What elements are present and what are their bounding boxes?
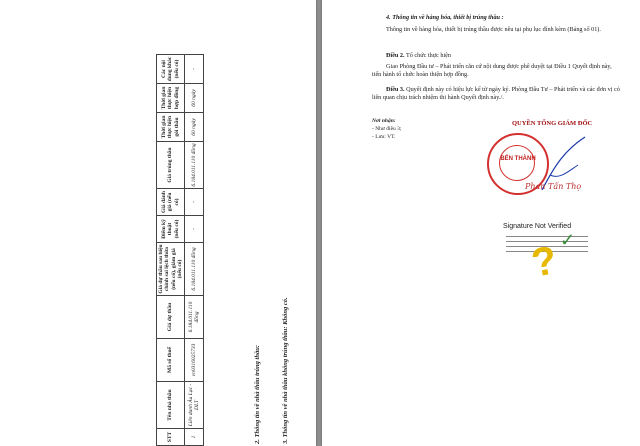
table-header-row: [157, 55, 185, 446]
section-3-heading: 3. Thông tin về nhà thầu không trúng thầu: Không có.: [282, 297, 289, 444]
article-2-rest: Tổ chức thực hiện: [406, 52, 452, 59]
cell-adjusted-price: 6.184.011.110 đồng: [185, 243, 204, 296]
article-3-title: Điều 3.: [386, 86, 405, 93]
header-winning-price: Giá trúng thầu: [157, 142, 185, 189]
cell-package-time: 60 ngày: [185, 113, 204, 142]
article-2-body: Giao Phòng Đầu tư – Phát triển căn cứ nội dung được phê duyệt tại Điều 1 Quyết định này, tiến hành tổ chức hoàn thiện hợp đồng.: [372, 63, 612, 79]
header-other: Các nội dung khác (nếu có): [157, 55, 185, 84]
signer-name: Phan Tấn Thọ: [525, 182, 582, 191]
cell-bid-price: 6.184.011.110 đồng: [185, 296, 204, 339]
header-bid-price: Giá dự thầu: [157, 296, 185, 339]
section-2-heading: 2. Thông tin về nhà thầu trúng thầu:: [254, 345, 261, 444]
article-3-body: Quyết định này có hiệu lực kể từ ngày ký. Phòng Đầu Tư – Phát triển và các đơn vị có liên quan chịu trách nhiệm thi hành Quyết định này./.: [372, 86, 620, 102]
header-stt: STT: [157, 429, 185, 446]
recipients-title: Nơi nhận:: [372, 118, 396, 124]
header-eval-price: Giá đánh giá (nếu có): [157, 189, 185, 216]
article-2-line: [386, 52, 451, 60]
cell-contract-time: 60 ngày: [185, 84, 204, 113]
cell-winning-price: 6.184.011.110 đồng: [185, 142, 204, 189]
unverified-question-icon: ?: [528, 238, 560, 286]
section-4-title: 4. Thông tin về hàng hóa, thiết bị trúng thầu :: [386, 14, 504, 21]
seal-text: BẾN THÀNH: [500, 156, 536, 162]
signer-title: QUYỀN TỔNG GIÁM ĐỐC: [512, 120, 593, 127]
article-3-paragraph: [372, 86, 620, 103]
table-row: [185, 55, 204, 446]
recipient-1: - Như điều 3;: [372, 126, 402, 132]
article-2-title: Điều 2.: [386, 52, 405, 59]
checkmark-icon: ✓: [560, 230, 576, 250]
left-page: [0, 0, 316, 446]
rotated-content: [8, 0, 308, 446]
cell-tax-code: vn0316025733: [185, 339, 204, 382]
header-contract-time: Thời gian thực hiện hợp đồng: [157, 84, 185, 113]
header-package-time: Thời gian thực hiện gói thầu: [157, 113, 185, 142]
winning-bidder-table: [156, 54, 204, 446]
header-tax-code: Mã số thuế: [157, 339, 185, 382]
cell-bidder-name: Liên danh Âu Lạc - DLT: [185, 382, 204, 429]
signature-status: Signature Not Verified: [503, 223, 572, 230]
header-bidder-name: Tên nhà thầu: [157, 382, 185, 429]
header-tech-score: Điểm kỹ thuật (nếu có): [157, 216, 185, 243]
cell-eval-price: -: [185, 189, 204, 216]
section-4-body: Thông tin về hàng hóa, thiết bị trúng thầu được nêu tại phụ lục đính kèm (Bảng số 01).: [386, 26, 601, 33]
cell-tech-score: -: [185, 216, 204, 243]
header-adjusted-price: Giá dự thầu sau hiệu chỉnh sai lệch thừa (nếu có), giảm giá (nếu có): [158, 244, 183, 294]
cell-stt: 1: [185, 429, 204, 446]
seal-inner-ring: [499, 145, 535, 181]
cell-other: -: [185, 55, 204, 84]
recipient-2: - Lưu: VT.: [372, 134, 396, 140]
